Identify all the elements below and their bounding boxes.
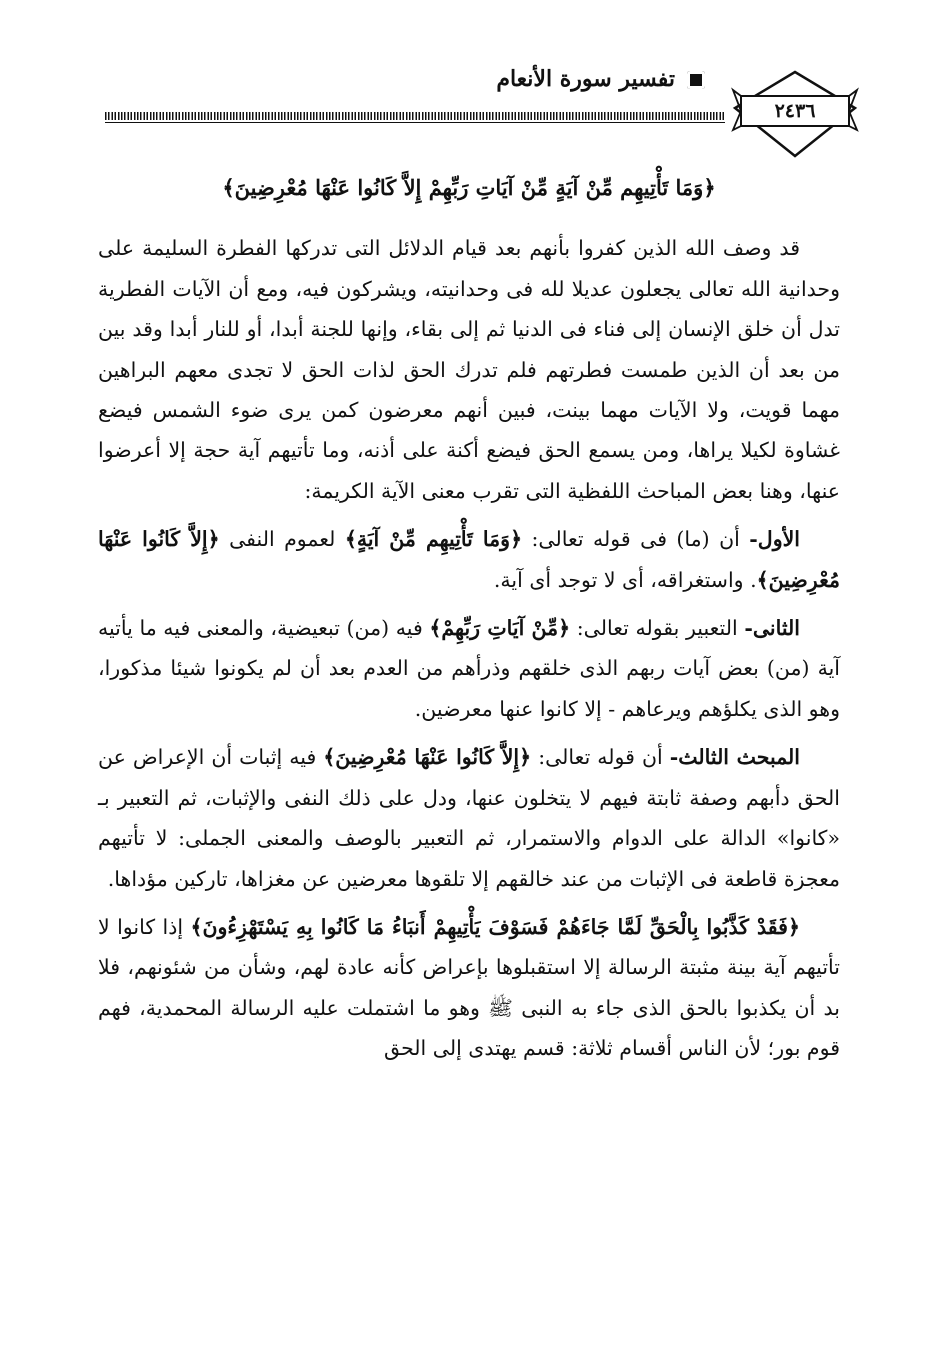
first-quote-a: ﴿وَمَا تَأْتِيهِم مِّنْ آيَةٍ﴾ [344, 527, 523, 552]
page-body [98, 168, 840, 1069]
last-text: إذا كانوا لا تأتيهم آية بينة مثبتة الرسالة إلا استقبلوها بإعراض كأنه عادة لهم، وشأن من شئونهم، فلا بد أن يكذبوا بالحق الذى جاء به النبى ﷺ وهو ما اشتملت عليه الرسالة المحمدية، فهم قوم بور؛ لأن الناس أقسام ثلاثة: قسم يهتدى إلى الحق [98, 914, 840, 1061]
second-text-a: التعبير بقوله تعالى: [570, 616, 745, 641]
paragraph-first-point [98, 519, 840, 600]
paragraph-next-verse [98, 907, 840, 1069]
last-quote: ﴿فَقَدْ كَذَّبُوا بِالْحَقِّ لَمَّا جَاءَهُمْ فَسَوْفَ يَأْتِيهِمْ أَنبَاءُ مَا كَانُوا بِهِ يَسْتَهْزِءُونَ﴾ [190, 914, 800, 939]
third-label: المبحث الثالث- [669, 745, 801, 770]
page-header [105, 58, 865, 158]
third-quote-a: ﴿إِلاَّ كَانُوا عَنْهَا مُعْرِضِينَ﴾ [323, 745, 532, 770]
first-text-a: أن (ما) فى قوله تعالى: [522, 527, 750, 552]
ornament-icon [687, 71, 705, 89]
verse-heading: ﴿وَمَا تَأْتِيهِم مِّنْ آيَةٍ مِّنْ آيَاتِ رَبِّهِمْ إِلاَّ كَانُوا عَنْهَا مُعْرِضِينَ﴾ [222, 175, 716, 200]
paragraph-intro: قد وصف الله الذين كفروا بأنهم بعد قيام الدلائل التى تدركها الفطرة السليمة على وحدانية الله تعالى يجعلون عديلا لله فى وحدانيته، ويشركون فيه، ومع أن الآيات الفطرية تدل أن خلق الإنسان إلى فناء فى الدنيا ثم إلى بقاء، وإنها للجنة أبدا، أو للنار أبدا وقد بين من بعد أن الذين طمست فطرتهم فلم تدرك الحق لذات الحق لا تجدى معهم البراهين مهما قويت، ولا الآيات مهما بينت، فبين أنهم معرضون كمن يرى ضوء الشمس فيضع غشاوة لكيلا يراها، ومن يسمع الحق فيضع أكنة على أذنه، وما تأتيهم آية حجة إلا أعرضوا عنها، وهنا بعض المباحث اللفظية التى تقرب معنى الآية الكريمة: [98, 236, 840, 503]
second-label: الثانى- [744, 616, 800, 641]
paragraph-second-point [98, 608, 840, 729]
second-text-b: فيه (من) تبعيضية، والمعنى فيه ما يأتيه آية (من) بعض آيات ربهم الذى خلقهم وذرأهم من العدم بعد أن لم يكونوا شيئا مذكورا، وهو الذى يكلؤهم ويرعاهم - إلا كانوا عنها معرضين. [98, 616, 840, 721]
running-title [285, 66, 705, 92]
first-quote-b: ﴿إِلاَّ كَانُوا عَنْهَا مُعْرِضِينَ﴾ [98, 527, 840, 592]
header-rule [105, 112, 725, 120]
page-number-badge [725, 70, 865, 160]
first-label: الأول- [749, 527, 800, 552]
second-quote-a: ﴿مِّنْ آيَاتِ رَبِّهِمْ﴾ [429, 616, 571, 641]
page-number: ٢٤٣٦ [774, 100, 816, 122]
third-text-a: أن قوله تعالى: [531, 745, 670, 770]
first-text-b: لعموم النفى [219, 527, 345, 552]
third-text-b: فيه إثبات أن الإعراض عن الحق دأبهم وصفة ثابتة فيهم لا يتخلون عنها، ودل على ذلك النفى والإثبات، ثم التعبير بـ «كانوا» الدالة على الدوام والاستمرار، ثم التعبير بالوصف والمعنى الجملى: لا تأتيهم معجزة قاطعة فى الإثبات من عند خالقهم إلا تلقوها معرضين عن مغزاها، تاركين مؤداها. [98, 745, 840, 891]
running-title-text: تفسير سورة الأنعام [496, 66, 675, 92]
first-text-c: . واستغراقه، أى لا توجد أى آية. [493, 567, 757, 592]
paragraph-third-point [98, 737, 840, 899]
